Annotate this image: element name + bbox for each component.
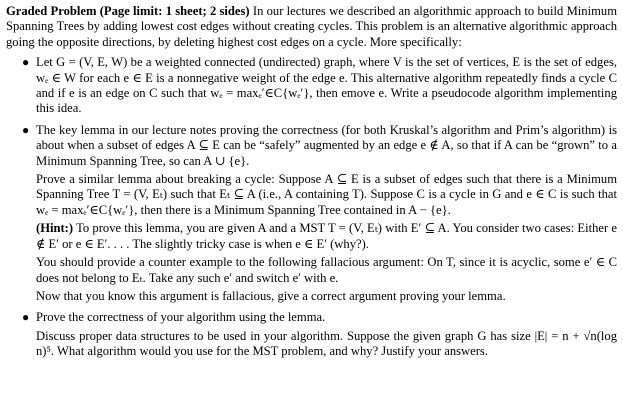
problem-heading: Graded Problem (Page limit: 1 sheet; 2 sides) — [6, 4, 250, 18]
bullet-icon: ● — [22, 55, 30, 70]
item-paragraph: Now that you know this argument is fallacious, give a correct argument proving your lemma. — [36, 288, 506, 303]
problem-intro — [6, 4, 617, 50]
hint-label: (Hint:) — [36, 221, 74, 236]
item-paragraph: The key lemma in our lecture notes proving the correctness (for both Kruskal’s algorithm and Prim’s algorithm) is about when a subset of edges A ⊆ E can be “safely” augmented by an edge e ∉ A, so that if A can be “grown” to a Minimum Spanning Tree, so can A ∪ {e}. — [36, 122, 617, 168]
item-paragraph: Discuss proper data structures to be used in your algorithm. Suppose the given graph G has size |E| = n + √n(log n)⁵. What algorithm would you use for the MST problem, and why? Justify your answers. — [36, 328, 617, 359]
problem-intro-text: In our lectures we described an algorithmic approach to build Minimum Spanning Trees by adding lowest cost edges without creating cycles. This problem is an alternative algorithmic approach going the opposite directions, by deleting highest cost edges on a cycle. More specifically: — [6, 4, 617, 49]
problem-item-list — [6, 55, 617, 359]
list-item — [6, 55, 617, 117]
list-item — [6, 310, 617, 359]
item-paragraph: Prove a similar lemma about breaking a cycle: Suppose A ⊆ E is a subset of edges such that there is a Minimum Spanning Tree T = (V, Eₜ) such that Eₜ ⊆ A (i.e., A containing T). Suppose C is a cycle in G and e ∈ C is such that wₑ = maxₑ′∈C{wₑ′}, then there is a Minimum Spanning Tree contained in A − {e}. — [36, 172, 617, 217]
item-paragraph: Prove the correctness of your algorithm using the lemma. — [36, 310, 326, 325]
item-paragraph: Let G = (V, E, W) be a weighted connected (undirected) graph, where V is the set of vertices, E is the set of edges, wₑ ∈ W for each e ∈ E is a nonnegative weight of the edge e. This alternative algorithm repeatedly finds a cycle C and if e is an edge on C such that wₑ = maxₑ′∈C{wₑ′}, then emove e. Write a pseudocode algorithm implementing this idea. — [36, 55, 617, 116]
bullet-icon: ● — [22, 310, 30, 325]
bullet-icon: ● — [22, 122, 30, 137]
hint-text: To prove this lemma, you are given A and a MST T = (V, Eₜ) with E′ ⊆ A. You consider two cases: Either e ∉ E′ or e ∈ E′. . . . The slightly tricky case is when e ∈ E′ (why?). — [36, 221, 617, 251]
hint-paragraph — [36, 221, 617, 252]
item-paragraph: You should provide a counter example to the following fallacious argument: On T, since it is acyclic, some e′ ∈ C does not belong to Eₜ. Take any such e′ and switch e′ with e. — [36, 255, 617, 285]
list-item — [6, 123, 617, 304]
